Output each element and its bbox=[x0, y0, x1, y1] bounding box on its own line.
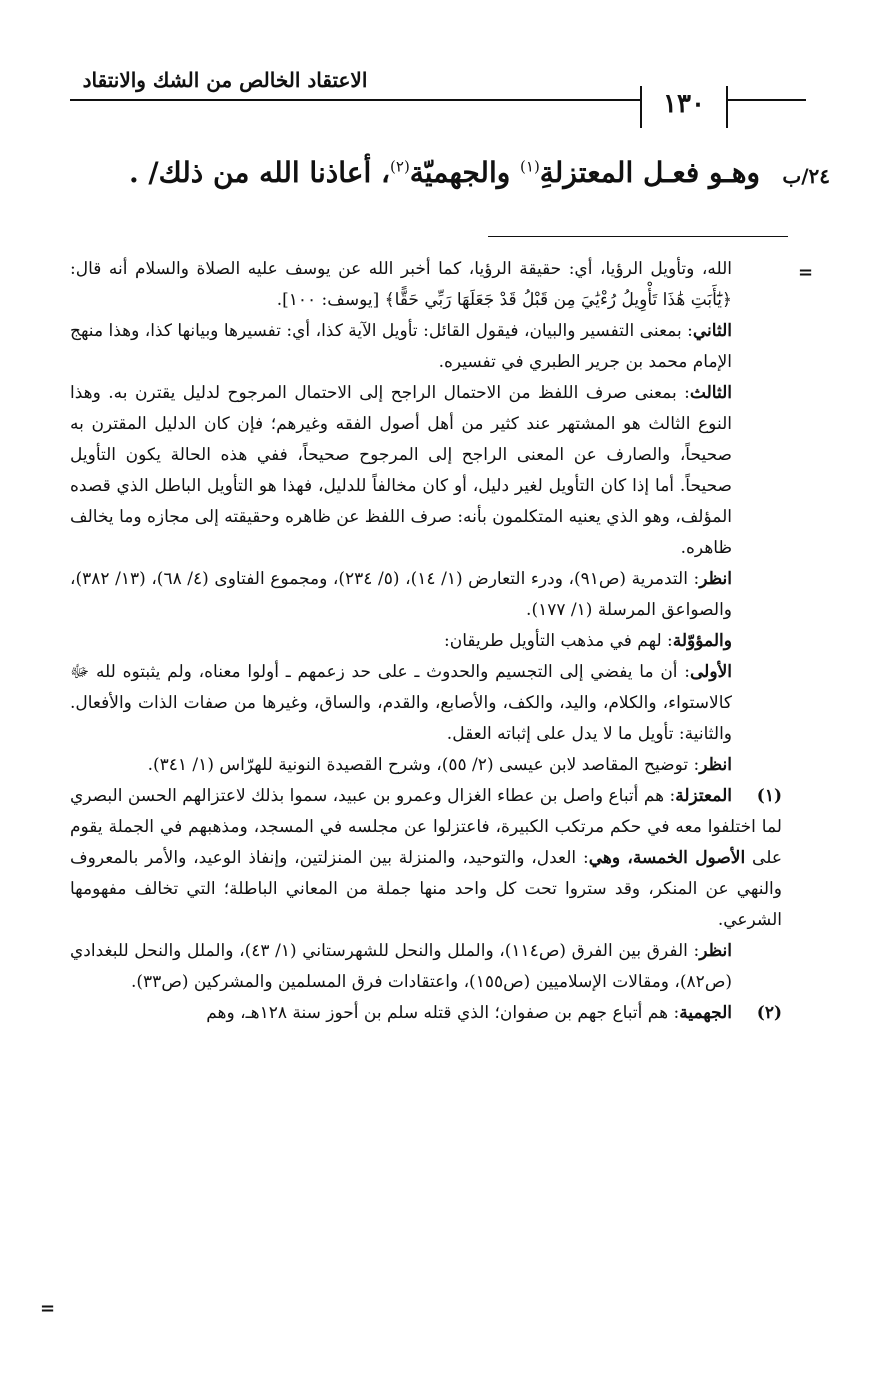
paragraph-text: : بمعنى التفسير والبيان، فيقول القائل: تأويل الآية كذا، أي: تفسيرها وبيانها كذا، وهذا منهج الإمام محمد بن جرير الطبري في تفسيره. bbox=[70, 321, 732, 372]
paragraph-text: : بمعنى صرف اللفظ من الاحتمال الراجح إلى الاحتمال المرجوح لدليل يقترن به. وهذا النوع الثالث هو المشتهر عند كثير من أهل أصول الفقه وغيرهم؛ فإن كان الدليل المقترن به صحيحاً، والصارف عن المعنى الراجح إلى المرجوح صحيحاً، ففي هذه الحالة يكون التأويل صحيحاً. أما إذا كان التأويل لغير دليل، أو كان مخالفاً للدليل، فهذا هو التأويل الباطل الذي قصده المؤلف، وهو الذي يعنيه المتكلمون بأنه: صرف اللفظ عن ظاهره وحقيقته إلى مجازه وما يخالف ظاهره. bbox=[70, 383, 732, 558]
references-text: : الفرق بين الفرق (ص١١٤)، والملل والنحل للشهرستاني (١/ ٤٣)، والملل والنحل للبغدادي (ص٨٢)، ومقالات الإسلاميين (ص١٥٥)، واعتقادات فرق المسلمين والمشركين (ص٣٣). bbox=[70, 941, 732, 992]
paragraph-text: : أن ما يفضي إلى التجسيم والحدوث ـ على حد زعمهم ـ أولوا معناه، ولم يثبتوه لله ﷻ كالاستواء، والكلام، واليد، والكف، والأصابع، والقدم، والساق، وغيرها من صفات الذات والأفعال. والثانية: تأويل ما لا يدل على إثباته العقل. bbox=[70, 662, 732, 744]
footnote-paragraph bbox=[70, 626, 782, 657]
term-label: المعتزلة bbox=[675, 786, 732, 806]
term-label: الثاني bbox=[692, 321, 732, 341]
term-label: الثالث bbox=[689, 383, 732, 403]
see-label: انظر bbox=[699, 755, 732, 775]
footnote-number: (٢) bbox=[756, 1003, 782, 1023]
footnote-paragraph bbox=[70, 657, 782, 750]
page-number: ١٣٠ bbox=[663, 89, 705, 119]
footnote-separator bbox=[488, 236, 788, 237]
emphasis-text: الأصول الخمسة، وهي bbox=[588, 848, 746, 868]
footnote-paragraph bbox=[70, 564, 782, 626]
references-text: : التدمرية (ص٩١)، ودرء التعارض (١/ ١٤)، (٥/ ٢٣٤)، ومجموع الفتاوى (٤/ ٦٨)، (١٣/ ٣٨٢)، والصواعق المرسلة (١/ ١٧٧). bbox=[70, 569, 732, 620]
term-label: والمؤوّلة bbox=[672, 631, 732, 651]
see-label: انظر bbox=[699, 941, 732, 961]
paragraph-text: : هم أتباع واصل بن عطاء الغزال وعمرو بن عبيد، سموا بذلك لاعتزالهم الحسن البصري لما اختلفوا معه في حكم مرتكب الكبيرة، فاعتزلوا عن مجلسه في المسجد، ومذهبهم في الجملة يقوم على bbox=[70, 786, 782, 868]
paragraph-text: : العدل، والتوحيد، والمنزلة بين المنزلتين، وإنفاذ الوعيد، والأمر بالمعروف والنهي عن المنكر، وقد ستروا تحت كل واحد منها جملة من المعاني الباطلة؛ التي تخالف مفهومها الشرعي. bbox=[70, 848, 782, 930]
footnote-number: (١) bbox=[756, 786, 782, 806]
main-text: ، أعاذنا الله من ذلك/ . bbox=[128, 156, 391, 189]
header-divider bbox=[726, 86, 728, 128]
paragraph-text: : هم أتباع جهم بن صفوان؛ الذي قتله سلم بن أحوز سنة ١٢٨هـ، وهم bbox=[206, 1003, 680, 1023]
references-text: : توضيح المقاصد لابن عيسى (٢/ ٥٥)، وشرح القصيدة النونية للهرّاس (١/ ٣٤١). bbox=[147, 755, 700, 775]
footnote-ref-1[interactable]: (١) bbox=[520, 157, 540, 176]
footnote-continued-text: الله، وتأويل الرؤيا، أي: حقيقة الرؤيا، كما أخبر الله عن يوسف عليه الصلاة والسلام أنه قال: ﴿يَٰٓأَبَتِ هَٰذَا تَأْوِيلُ رُءْيَٰيَ مِن قَبْلُ قَدْ جَعَلَهَا رَبِّي حَقًّا﴾ [يوسف: ١٠٠]. bbox=[70, 259, 732, 310]
footnote-ref-2[interactable]: (٢) bbox=[390, 157, 410, 176]
term-label: الأولى bbox=[690, 662, 732, 682]
header-rule bbox=[728, 99, 806, 101]
footnotes-section bbox=[70, 254, 782, 1029]
running-title: الاعتقاد الخالص من الشك والانتقاد bbox=[82, 68, 368, 92]
term-label: الجهمية bbox=[679, 1003, 732, 1023]
main-text: وهـو فعـل المعتزلةِ bbox=[539, 156, 760, 189]
header-rule bbox=[70, 99, 640, 101]
paragraph-text: : لهم في مذهب التأويل طريقان: bbox=[444, 631, 673, 651]
footnote-2 bbox=[70, 998, 782, 1029]
footnote-paragraph bbox=[70, 316, 782, 378]
footnote-paragraph bbox=[70, 378, 782, 564]
footnote-paragraph bbox=[70, 750, 782, 781]
main-text: والجهميّة bbox=[409, 156, 521, 189]
continuation-mark: = bbox=[798, 262, 814, 283]
main-text-line bbox=[128, 156, 760, 189]
continuation-mark: = bbox=[40, 1298, 56, 1319]
footnote-paragraph bbox=[70, 936, 782, 998]
manuscript-folio-marker: ٢٤/ب bbox=[782, 164, 830, 188]
header-divider bbox=[640, 86, 642, 128]
footnote-1 bbox=[70, 781, 782, 936]
see-label: انظر bbox=[699, 569, 733, 589]
